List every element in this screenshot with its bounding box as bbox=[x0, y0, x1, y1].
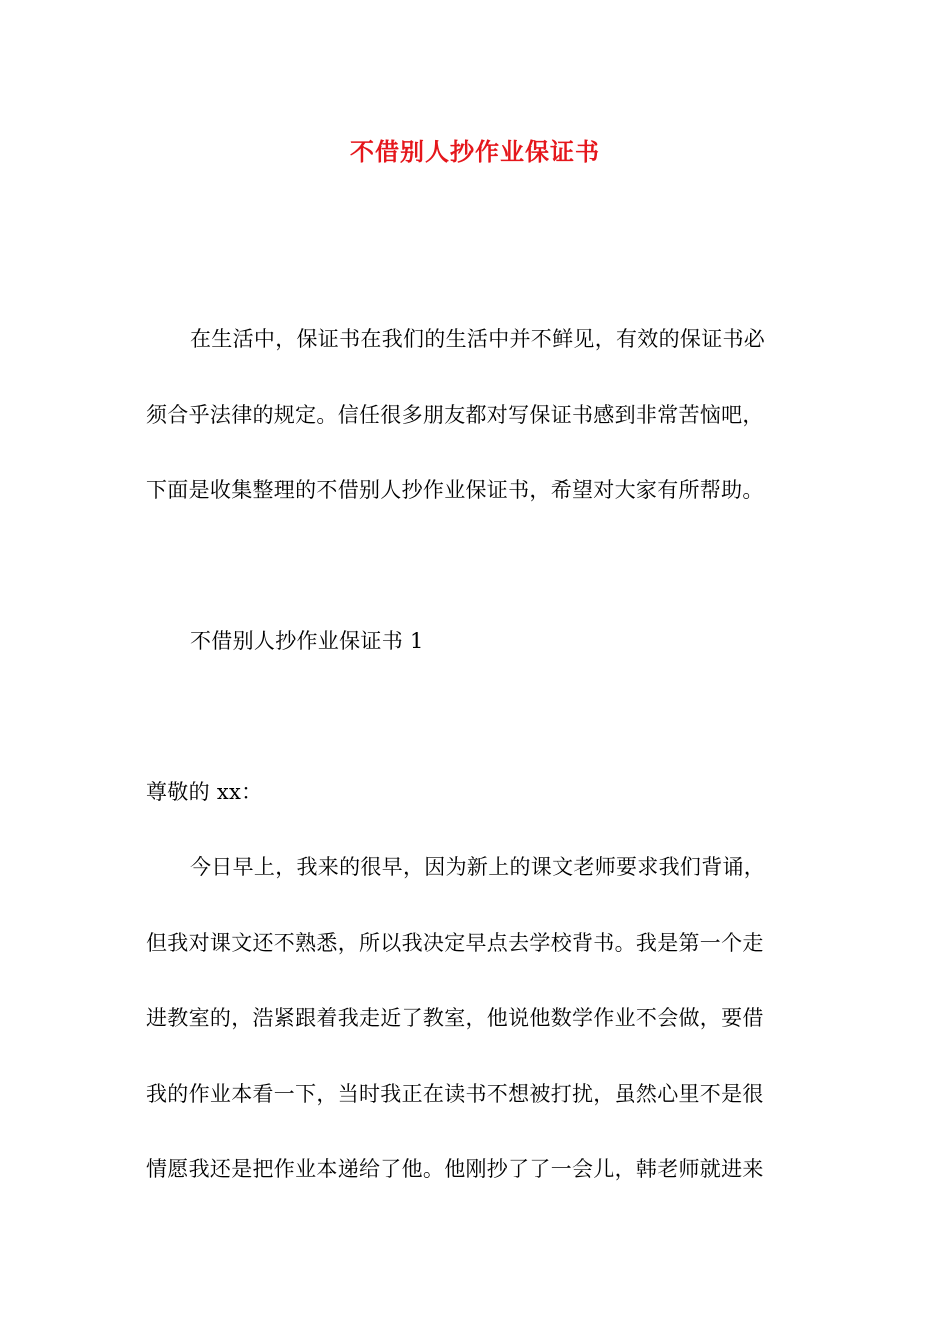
intro-line: 下面是收集整理的不借别人抄作业保证书，希望对大家有所帮助。 bbox=[146, 478, 764, 502]
intro-line: 在生活中，保证书在我们的生活中并不鲜见，有效的保证书必 bbox=[190, 327, 766, 351]
salutation: 尊敬的 xx： bbox=[146, 780, 263, 804]
body-line: 情愿我还是把作业本递给了他。他刚抄了了一会儿，韩老师就进来 bbox=[146, 1157, 764, 1181]
intro-line: 须合乎法律的规定。信任很多朋友都对写保证书感到非常苦恼吧， bbox=[146, 403, 764, 427]
body-line: 今日早上，我来的很早，因为新上的课文老师要求我们背诵， bbox=[190, 855, 766, 879]
body-line: 我的作业本看一下，当时我正在读书不想被打扰，虽然心里不是很 bbox=[146, 1082, 764, 1106]
document-title: 不借别人抄作业保证书 bbox=[350, 137, 600, 166]
section-heading: 不借别人抄作业保证书 1 bbox=[190, 629, 424, 653]
body-line: 但我对课文还不熟悉，所以我决定早点去学校背书。我是第一个走 bbox=[146, 931, 764, 955]
body-line: 进教室的，浩紧跟着我走近了教室，他说他数学作业不会做，要借 bbox=[146, 1006, 764, 1030]
